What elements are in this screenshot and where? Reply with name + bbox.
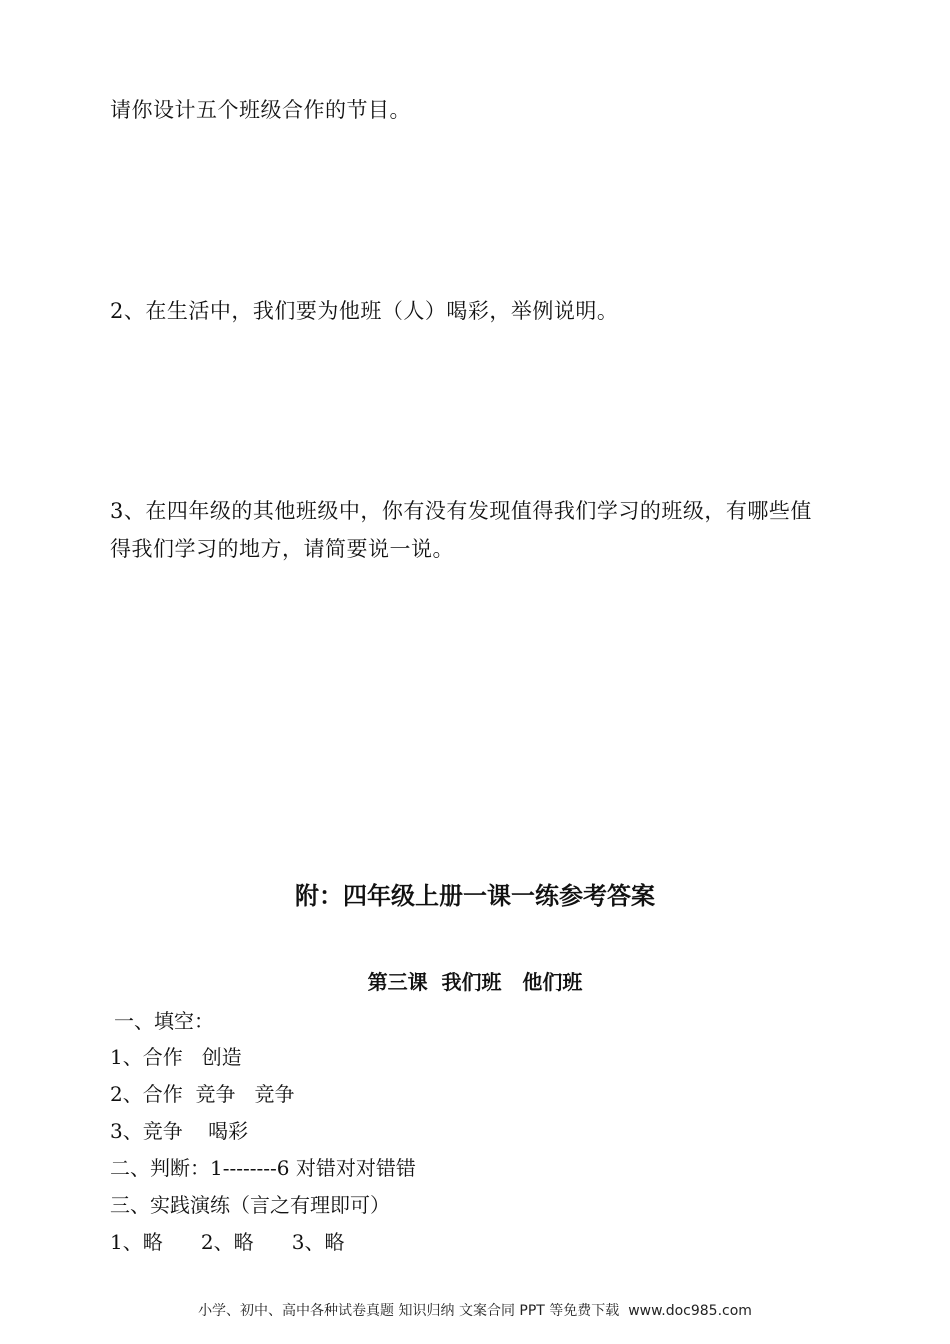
question-1-text: 请你设计五个班级合作的节目。 (110, 98, 411, 122)
practice-answers: 1、略 2、略 3、略 (110, 1230, 345, 1254)
footer-note: 小学、初中、高中各种试卷真题 知识归纳 文案合同 PPT 等免费下载 www.doc985.com (198, 1303, 752, 1319)
question-2-text: 2、在生活中，我们要为他班（人）喝彩，举例说明。 (110, 299, 619, 323)
section-fill-in-heading: 一、填空： (114, 1009, 214, 1033)
lesson-title: 第三课 我们班 他们班 (367, 970, 583, 994)
fill-answer-1: 1、合作 创造 (110, 1045, 242, 1069)
fill-answer-3: 3、竞争 喝彩 (110, 1119, 249, 1143)
question-3-text-line-1: 3、在四年级的其他班级中，你有没有发现值得我们学习的班级，有哪些值 (110, 499, 812, 523)
section-practice-heading: 三、实践演练（言之有理即可） (110, 1193, 390, 1217)
answers-heading: 附：四年级上册一课一练参考答案 (295, 882, 655, 910)
judgment-answer: 二、判断：1--------6 对错对对错错 (110, 1156, 416, 1180)
question-3-text-line-2: 得我们学习的地方，请简要说一说。 (110, 537, 454, 561)
fill-answer-2: 2、合作 竞争 竞争 (110, 1082, 295, 1106)
